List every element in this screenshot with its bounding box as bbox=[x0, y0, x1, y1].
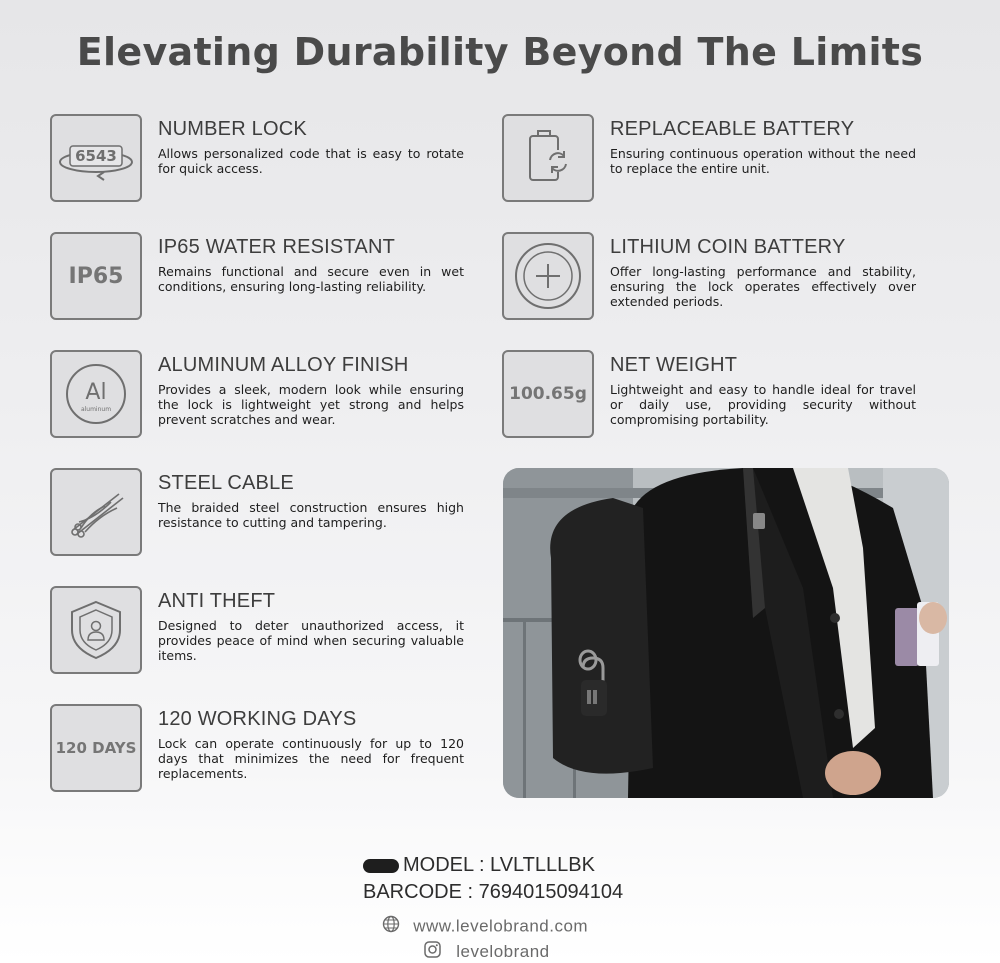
feature-title: 120 WORKING DAYS bbox=[158, 708, 357, 730]
feature-aluminum bbox=[50, 350, 470, 446]
weight-icon: 100.65g bbox=[502, 350, 594, 438]
feature-number-lock bbox=[50, 114, 470, 210]
feature-desc: Lock can operate continuously for up to 120 days that minimizes the need for frequent replacements. bbox=[158, 736, 464, 781]
feature-replaceable-battery bbox=[502, 114, 922, 210]
website-line[interactable] bbox=[382, 915, 588, 938]
feature-ip65 bbox=[50, 232, 470, 328]
feature-title: ANTI THEFT bbox=[158, 590, 276, 612]
number-dial-icon bbox=[50, 114, 142, 202]
feature-title: NUMBER LOCK bbox=[158, 118, 307, 140]
svg-text:6543: 6543 bbox=[75, 147, 117, 165]
feature-desc: Designed to deter unauthorized access, it provides peace of mind when securing valuable items. bbox=[158, 618, 464, 663]
feature-desc: The braided steel construction ensures high resistance to cutting and tampering. bbox=[158, 500, 464, 530]
ip65-icon: IP65 bbox=[50, 232, 142, 320]
feature-working-days bbox=[50, 704, 470, 800]
svg-text:Al: Al bbox=[85, 380, 107, 405]
lifestyle-photo bbox=[503, 468, 949, 798]
feature-desc: Allows personalized code that is easy to rotate for quick access. bbox=[158, 146, 464, 176]
svg-text:aluminum: aluminum bbox=[80, 406, 112, 413]
days-icon: 120 DAYS bbox=[50, 704, 142, 792]
feature-title: ALUMINUM ALLOY FINISH bbox=[158, 354, 409, 376]
cable-icon bbox=[50, 468, 142, 556]
page-title: Elevating Durability Beyond The Limits bbox=[76, 30, 924, 74]
feature-title: IP65 WATER RESISTANT bbox=[158, 236, 395, 258]
barcode-text: BARCODE : 7694015094104 bbox=[363, 881, 624, 903]
aluminum-icon bbox=[50, 350, 142, 438]
lock-pill-icon bbox=[363, 859, 399, 873]
battery-swap-icon bbox=[502, 114, 594, 202]
instagram-text[interactable]: levelobrand bbox=[456, 942, 550, 961]
shield-user-icon bbox=[50, 586, 142, 674]
model-text: MODEL : LVLTLLLBK bbox=[403, 854, 595, 876]
instagram-icon bbox=[424, 941, 441, 963]
feature-title: NET WEIGHT bbox=[610, 354, 738, 376]
feature-steel-cable bbox=[50, 468, 470, 564]
globe-icon bbox=[382, 915, 400, 938]
feature-title: STEEL CABLE bbox=[158, 472, 294, 494]
feature-desc: Lightweight and easy to handle ideal for travel or daily use, providing security without compromising portability. bbox=[610, 382, 916, 427]
feature-title: REPLACEABLE BATTERY bbox=[610, 118, 855, 140]
website-text[interactable]: www.levelobrand.com bbox=[413, 916, 589, 936]
feature-title: LITHIUM COIN BATTERY bbox=[610, 236, 846, 258]
feature-desc: Offer long-lasting performance and stability, ensuring the lock operates effectively over extended periods. bbox=[610, 264, 916, 309]
feature-lithium-coin bbox=[502, 232, 922, 328]
coin-battery-icon bbox=[502, 232, 594, 320]
model-block bbox=[363, 854, 623, 904]
instagram-line[interactable] bbox=[424, 941, 550, 963]
feature-anti-theft bbox=[50, 586, 470, 682]
feature-net-weight bbox=[502, 350, 922, 446]
feature-desc: Remains functional and secure even in wet conditions, ensuring long-lasting reliability. bbox=[158, 264, 464, 294]
feature-desc: Provides a sleek, modern look while ensuring the lock is lightweight yet strong and helps prevent scratches and wear. bbox=[158, 382, 464, 427]
feature-desc: Ensuring continuous operation without the need to replace the entire unit. bbox=[610, 146, 916, 176]
